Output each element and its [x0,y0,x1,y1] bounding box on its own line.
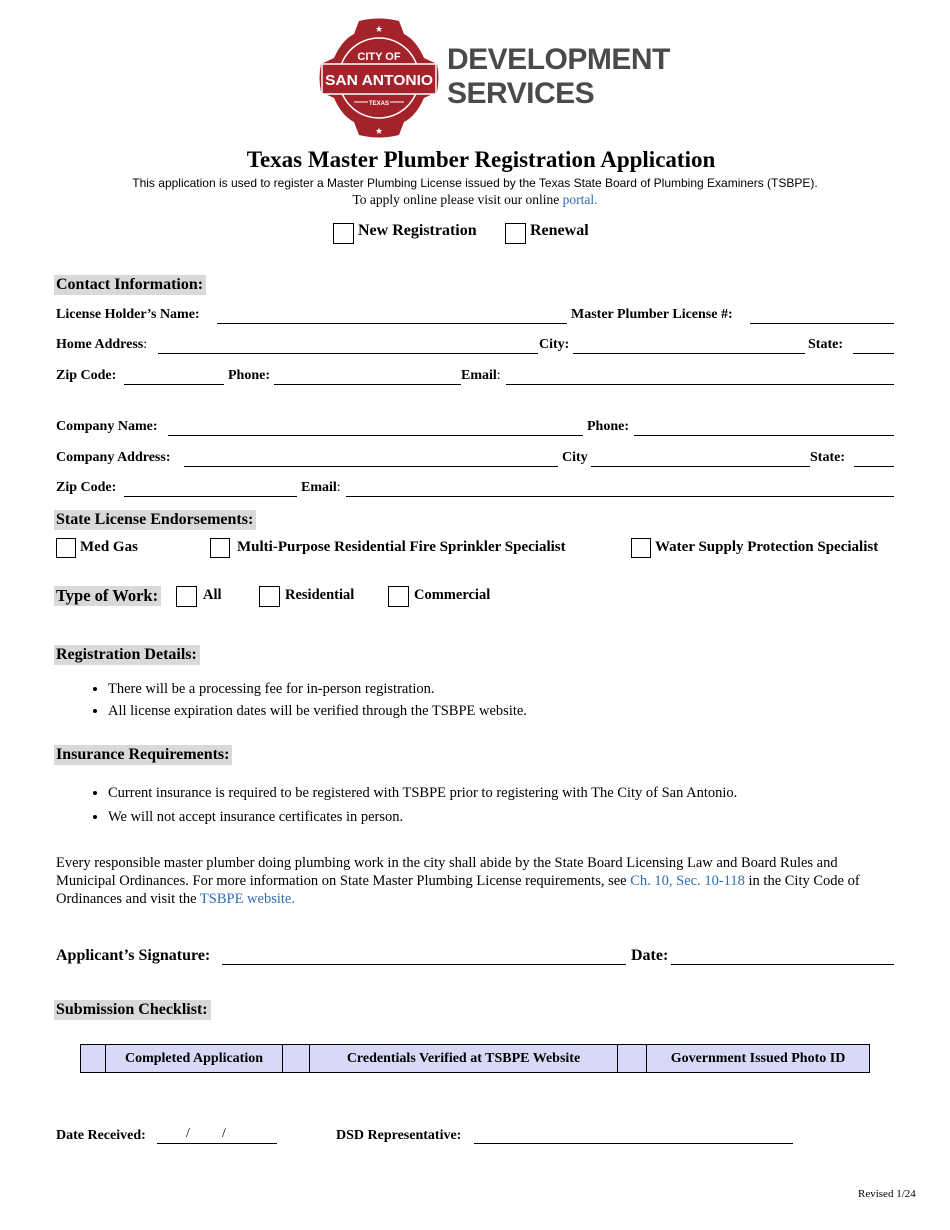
insurance-section-title: Insurance Requirements: [54,745,232,765]
contact-section-title: Contact Information: [54,275,206,295]
seal-star-bottom: ★ [374,126,384,136]
checklist-item-3: Government Issued Photo ID [647,1045,870,1073]
new-registration-label: New Registration [358,222,477,239]
applicant-signature-label: Applicant’s Signature: [56,947,211,964]
dept-name-line1: DEVELOPMENT [447,43,670,76]
work-commercial-checkbox[interactable] [388,586,409,607]
company-email-label [301,480,341,496]
phone-field[interactable] [274,384,461,385]
registration-details-list [56,678,527,722]
date-slash-2: / [222,1126,226,1141]
paragraph-text-2: in the City Code of Ordinances and visit the [56,873,860,907]
registration-details-section-title: Registration Details: [54,645,200,665]
med-gas-label: Med Gas [80,539,138,555]
company-zip-label: Zip Code: [56,480,117,495]
checklist-box-1[interactable] [81,1045,106,1073]
checklist-item-1: Completed Application [106,1045,283,1073]
date-received-field[interactable] [157,1143,277,1144]
dept-name-line2: SERVICES [447,77,595,110]
work-all-label: All [203,587,222,603]
city-seal-logo [316,18,442,138]
page-title: Texas Master Plumber Registration Application [246,147,716,172]
applicant-signature-field[interactable] [222,964,626,965]
online-line [0,192,950,208]
table-row [81,1045,870,1073]
state-field[interactable] [853,353,894,354]
seal-star-top: ★ [374,24,384,34]
checklist-item-2: Credentials Verified at TSBPE Website [310,1045,618,1073]
company-name-label: Company Name: [56,419,158,434]
page-subtitle: This application is used to register a Master Plumbing License issued by the Texas State Board of Plumbing Examiners (TSBPE). [132,176,818,190]
company-state-field[interactable] [854,466,894,467]
license-number-label: Master Plumber License #: [571,307,733,322]
seal-top-text: CITY OF [357,51,401,63]
phone-label: Phone: [228,368,270,383]
email-label [461,368,501,384]
home-address-colon: : [143,337,148,352]
company-email-colon: : [336,480,341,495]
list-item: • We will not accept insurance certificates in person. [108,805,737,829]
water-supply-checkbox[interactable] [631,538,651,558]
signature-date-field[interactable] [671,964,894,965]
endorsements-section-title: State License Endorsements: [54,510,256,530]
checklist-box-2[interactable] [283,1045,310,1073]
company-name-field[interactable] [168,435,583,436]
submission-checklist-table [80,1044,870,1073]
checklist-box-3[interactable] [618,1045,647,1073]
date-received-label: Date Received: [56,1128,146,1143]
license-holder-label: License Holder’s Name: [56,307,200,322]
fire-sprinkler-checkbox[interactable] [210,538,230,558]
work-all-checkbox[interactable] [176,586,197,607]
home-address-label [56,337,147,353]
company-phone-label: Phone: [587,419,629,434]
zip-label: Zip Code: [56,368,117,383]
city-field[interactable] [573,353,805,354]
company-state-label: State: [810,450,845,465]
dsd-representative-field[interactable] [474,1143,793,1144]
paragraph-text-1: Every responsible master plumber doing plumbing work in the city shall abide by the State Board Licensing Law and Board Rules and Municipal Ordinances. For more information on State Master Plumbing License requirements, see [56,855,838,889]
list-item: • There will be a processing fee for in-person registration. [108,678,527,700]
checklist-section-title: Submission Checklist: [54,1000,211,1020]
new-registration-checkbox[interactable] [333,223,354,244]
dsd-representative-label: DSD Representative: [336,1128,462,1143]
license-holder-field[interactable] [217,323,567,324]
company-address-field[interactable] [184,466,558,467]
company-email-field[interactable] [346,496,894,497]
revision-note: Revised 1/24 [858,1188,916,1200]
work-residential-checkbox[interactable] [259,586,280,607]
online-text: To apply online please visit our online [352,192,560,207]
home-address-text: Home Address [56,337,144,352]
list-item: • Current insurance is required to be registered with TSBPE prior to registering with The City of San Antonio. [108,781,737,805]
list-item: • All license expiration dates will be verified through the TSBPE website. [108,700,527,722]
email-colon: : [496,368,501,383]
ordinance-link[interactable]: Ch. 10, Sec. 10-118 [630,873,745,889]
portal-link[interactable]: portal. [562,192,598,207]
seal-graphic [316,18,442,138]
work-type-section-title: Type of Work: [54,586,161,606]
license-number-field[interactable] [750,323,894,324]
work-commercial-label: Commercial [414,587,491,603]
tsbpe-website-link[interactable]: TSBPE website. [199,891,295,907]
med-gas-checkbox[interactable] [56,538,76,558]
home-address-field[interactable] [158,353,538,354]
company-city-field[interactable] [591,466,810,467]
work-residential-label: Residential [285,587,355,603]
renewal-checkbox[interactable] [505,223,526,244]
date-slash-1: / [186,1126,190,1141]
email-field[interactable] [506,384,894,385]
seal-main-text: SAN ANTONIO [325,72,434,89]
signature-date-label: Date: [631,947,669,964]
company-email-text: Email [301,480,337,495]
seal-bottom-text: TEXAS [368,101,390,107]
state-label: State: [808,337,843,352]
fire-sprinkler-label: Multi-Purpose Residential Fire Sprinkler Specialist [237,539,566,555]
email-text: Email [461,368,497,383]
city-label: City: [539,337,570,352]
water-supply-label: Water Supply Protection Specialist [655,539,879,555]
insurance-list [56,781,737,829]
company-city-label: City [562,450,588,465]
company-address-label: Company Address: [56,450,171,465]
company-zip-field[interactable] [124,496,297,497]
renewal-label: Renewal [530,222,589,239]
company-phone-field[interactable] [634,435,894,436]
zip-field[interactable] [124,384,224,385]
ordinance-paragraph [56,854,896,908]
